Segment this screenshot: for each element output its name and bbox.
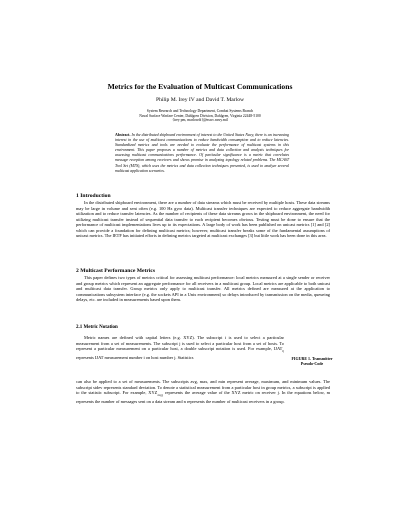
abstract-label: Abstract. <box>115 133 131 137</box>
abstract <box>115 133 289 174</box>
paper-authors: Philip M. Irey IV and David T. Marlow <box>155 97 245 103</box>
subsection-body-continued <box>76 379 330 404</box>
figure-caption: FIGURE 1. Transmitter Pseudo-Code <box>291 356 333 367</box>
contact-email: {irey pm, marlowdt}@nswc.navy.mil <box>172 118 228 123</box>
figure-placeholder <box>293 328 331 354</box>
affiliation-block <box>0 109 400 123</box>
statistics-text-tail: represents the average value of the XYZ metric on receiver j. In the equations below, m represents the number of messages sent on a data stream and n represents the number of multicast receivers in a group. <box>76 390 330 404</box>
notation-text-tail: represents IJAT measurement number i on host number j. Statistics <box>76 354 194 360</box>
statistics-subscript: avg,j <box>157 392 164 397</box>
paper-title: Metrics for the Evaluation of Multicast Communications <box>107 82 293 91</box>
affiliation-line: System Research and Technology Department, Combat Systems Branch <box>146 109 254 113</box>
section-body: This paper defines two types of metrics critical for assessing multicast performance: local metrics measured at a single sender or receiver and group metrics which represent an aggregate performance for all receivers in a multicast group. Local metrics are applicable to both unicast and multicast data transfer. Group metrics only apply to multicast transfer. All metrics defined are measured at the application to communications subsystem interface (e.g. the sockets API in a Unix environment) so delays introduced by transmission on the media, queueing delays, etc. are included in measurements based upon them. <box>76 275 330 303</box>
section-body: In the distributed shipboard environment, there are a number of data streams which must be received by multiple hosts. These data streams may be large in volume and sent often (e.g. 100 Hz gyro data). Multicast transfer techniques are expected to reduce aggregate bandwidth utilization and to reduce transfer latencies. As the number of recipients of these data streams grows in the shipboard environment, the need for utilizing multicast transfer instead of sequential data transfer to each recipient becomes obvious. Testing must be done to ensure that the performance of multicast implementations lives up to its expectations. A large body of work has been published on unicast metrics [1] and [2] which can provide a foundation for defining multicast metrics; however, multicast transfer breaks some of the fundamental assumptions of unicast metrics. The IETF has initiated efforts in defining metrics targeted at multicast exchanges [3] but little work has been done in this area. <box>76 200 330 239</box>
subsection-heading: 2.1 Metric Notation <box>76 325 118 330</box>
section-heading: 2 Multicast Performance Metrics <box>76 268 156 274</box>
affiliation-line: Naval Surface Warfare Center, Dahlgren Division, Dahlgren, Virginia 22448-5100 <box>139 113 261 118</box>
notation-text: Metric names are defined with capital letters (e.g. XYZ). The subscript i is used to select a particular measurement from a set of measurements. The subscript j is used to select a particular host from a set of hosts. To represent a particular measurement on a particular host, a double subscript notation is used. For example, IJAT <box>76 335 284 352</box>
section-heading: 1 Introduction <box>76 193 111 199</box>
notation-subscript: ij <box>282 348 284 353</box>
subsection-body <box>76 335 284 360</box>
statistics-text: can also be applied to a set of measurements. The subscripts avg, max, and min represent average, maximum, and minimum values. The subscript stdev represents standard deviation. To denote a statistical measurement from a particular host in group metrics, a subscript is applied to the statistic subscript. For example, XYZ <box>76 379 330 396</box>
abstract-text: In the distributed shipboard environment of interest to the United States Navy, there is an increasing interest in the use of multicast communications to reduce bandwidth consumption and to reduce latencies. Standardized metrics and tools are needed to evaluate the performance of multicast systems in this environment. This paper proposes a number of metrics and data collection and analysis techniques for assessing multicast communications performance. Of particular significance is a metric that correlates message reception among receivers and shows promise in analyzing topology related problems. The MCAST Tool Set (MTS), which uses the metrics and data collection techniques presented, is used to analyze several multicast application scenarios. <box>115 133 289 173</box>
